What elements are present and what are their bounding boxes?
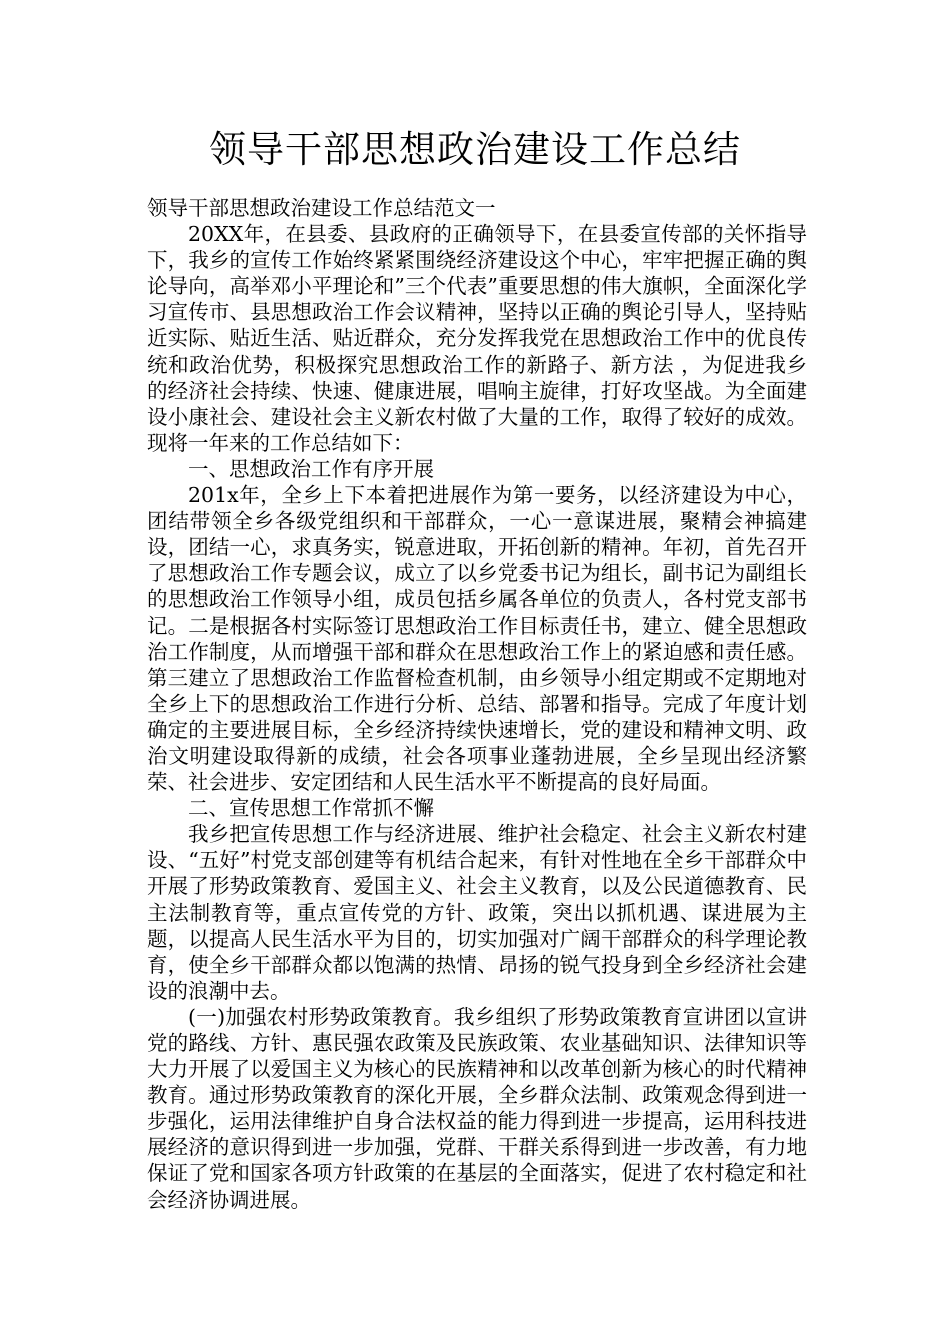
document-body (147, 195, 807, 1213)
document-subtitle: 领导干部思想政治建设工作总结范文一 (147, 196, 496, 220)
document-title: 领导干部思想政治建设工作总结 (209, 128, 741, 171)
section-heading-1: 一、思想政治工作有序开展 (188, 456, 434, 481)
section-heading-2: 二、宣传思想工作常抓不懈 (188, 796, 434, 821)
paragraph-intro: 20XX年，在县委、县政府的正确领导下，在县委宣传部的关怀指导下，我乡的宣传工作始终紧紧围绕经济建设这个中心，牢牢把握正确的舆论导向，高举邓小平理论和”三个代表”重要思想的伟大旗帜，全面深化学习宣传市、县思想政治工作会议精神，坚持以正确的舆论引导人，坚持贴近实际、贴近生活、贴近群众，充分发挥我党在思想政治工作中的优良传统和政治优势，积极探究思想政治工作的新路子、新方法 ，为促进我乡的经济社会持续、快速、健康进展，唱响主旋律，打好攻坚战。为全面建设小康社会、建设社会主义新农村做了大量的工作，取得了较好的成效。现将一年来的工作总结如下： (147, 222, 807, 455)
paragraph-section-2: 我乡把宣传思想工作与经济进展、维护社会稳定、社会主义新农村建设、“五好”村党支部创建等有机结合起来，有针对性地在全乡干部群众中开展了形势政策教育、爱国主义、社会主义教育，以及公民道德教育、民主法制教育等，重点宣传党的方针、政策，突出以抓机遇、谋进展为主题，以提高人民生活水平为目的，切实加强对广阔干部群众的科学理论教育，使全乡干部群众都以饱满的热情、昂扬的锐气投身到全乡经济社会建设的浪潮中去。 (147, 822, 807, 1003)
paragraph-section-1: 201x年，全乡上下本着把进展作为第一要务，以经济建设为中心，团结带领全乡各级党组织和干部群众，一心一意谋进展，聚精会神搞建设，团结一心，求真务实，锐意进取，开拓创新的精神。年初，首先召开了思想政治工作专题会议，成立了以乡党委书记为组长，副书记为副组长的思想政治工作领导小组，成员包括乡属各单位的负责人，各村党支部书记。二是根据各村实际签订思想政治工作目标责任书，建立、健全思想政治工作制度，从而增强干部和群众在思想政治工作上的紧迫感和责任感。第三建立了思想政治工作监督检查机制，由乡领导小组定期或不定期地对全乡上下的思想政治工作进行分析、总结、部署和指导。完成了年度计划确定的主要进展目标，全乡经济持续快速增长，党的建设和精神文明、政治文明建设取得新的成绩，社会各项事业蓬勃进展，全乡呈现出经济繁荣、社会进步、安定团结和人民生活水平不断提高的良好局面。 (147, 483, 807, 795)
paragraph-subsection-1: (一)加强农村形势政策教育。我乡组织了形势政策教育宣讲团以宣讲党的路线、方针、惠民强农政策及民族政策、农业基础知识、法律知识等大力开展了以爱国主义为核心的民族精神和以改革创新为核心的时代精神教育。通过形势政策教育的深化开展，全乡群众法制、政策观念得到进一步强化，运用法律维护自身合法权益的能力得到进一步提高，运用科技进展经济的意识得到进一步加强，党群、干群关系得到进一步改善，有力地保证了党和国家各项方针政策的在基层的全面落实，促进了农村稳定和社会经济协调进展。 (147, 1004, 807, 1212)
